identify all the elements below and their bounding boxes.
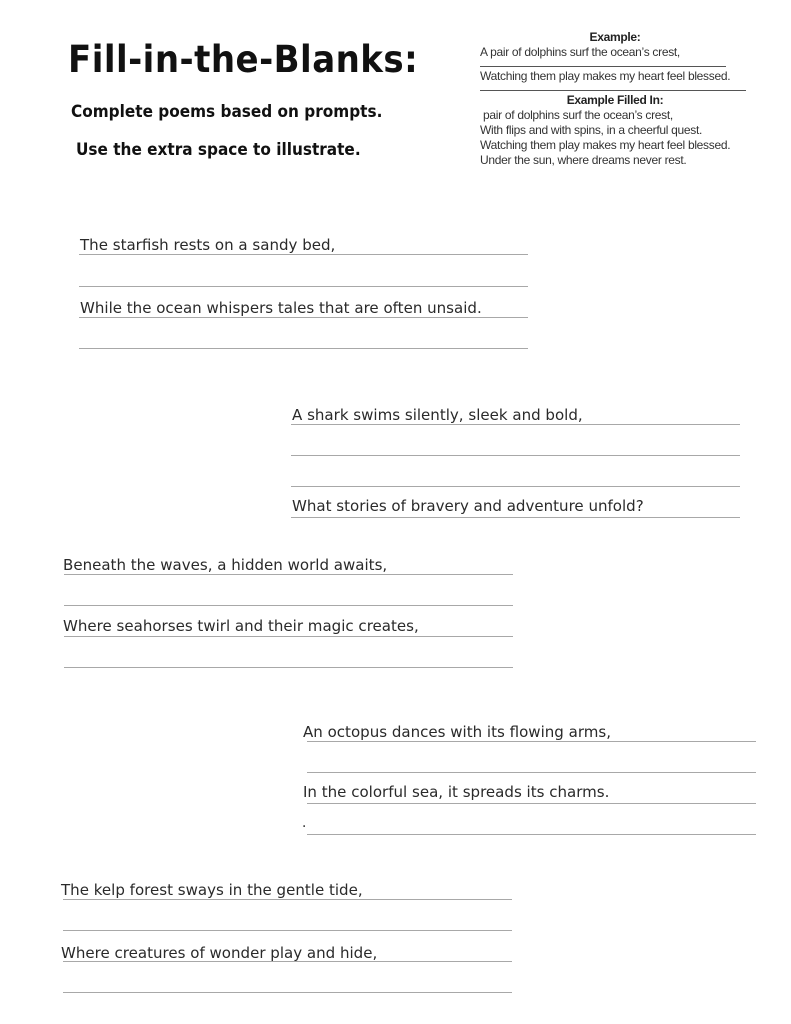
- writing-line[interactable]: [307, 803, 756, 804]
- writing-line[interactable]: [291, 517, 740, 518]
- writing-line[interactable]: [63, 961, 512, 962]
- poem-line: While the ocean whispers tales that are often unsaid.: [80, 299, 482, 317]
- example-blank-line-2: [480, 90, 746, 91]
- writing-line[interactable]: [79, 254, 528, 255]
- page-title: Fill-in-the-Blanks:: [68, 38, 419, 81]
- poem-line: Where creatures of wonder play and hide,: [61, 944, 378, 962]
- writing-line[interactable]: [307, 741, 756, 742]
- example-filled-line-1: pair of dolphins surf the ocean’s crest,: [480, 108, 673, 122]
- instruction-2: Use the extra space to illustrate.: [76, 140, 361, 160]
- writing-line[interactable]: [79, 317, 528, 318]
- poem-line: What stories of bravery and adventure unfold?: [292, 497, 644, 515]
- example-filled-line-2: With flips and with spins, in a cheerful quest.: [480, 123, 703, 137]
- example-line-3: Watching them play makes my heart feel blessed.: [480, 69, 731, 83]
- writing-line[interactable]: [63, 992, 512, 993]
- instruction-1: Complete poems based on prompts.: [71, 102, 383, 122]
- writing-line[interactable]: [307, 834, 756, 835]
- poem-line: Where seahorses twirl and their magic creates,: [63, 617, 419, 635]
- writing-line[interactable]: [63, 899, 512, 900]
- writing-line[interactable]: [79, 348, 528, 349]
- writing-line[interactable]: [63, 930, 512, 931]
- poem-line: The kelp forest sways in the gentle tide,: [61, 881, 363, 899]
- stray-period: .: [302, 815, 307, 831]
- example-filled-line-3: Watching them play makes my heart feel blessed.: [480, 138, 731, 152]
- example-line-1: A pair of dolphins surf the ocean’s crest,: [480, 45, 680, 59]
- writing-line[interactable]: [291, 486, 740, 487]
- example-section: [480, 30, 750, 168]
- poem-line: An octopus dances with its flowing arms,: [303, 723, 612, 741]
- writing-line[interactable]: [307, 772, 756, 773]
- writing-line[interactable]: [291, 455, 740, 456]
- poem-line: Beneath the waves, a hidden world awaits,: [63, 556, 388, 574]
- writing-line[interactable]: [64, 605, 513, 606]
- example-blank-line-1: [480, 66, 726, 67]
- poem-line: The starfish rests on a sandy bed,: [80, 236, 336, 254]
- writing-line[interactable]: [64, 574, 513, 575]
- poem-line: In the colorful sea, it spreads its charms.: [303, 783, 610, 801]
- poem-line: A shark swims silently, sleek and bold,: [292, 406, 583, 424]
- writing-line[interactable]: [291, 424, 740, 425]
- example-filled-heading: Example Filled In:: [566, 93, 664, 107]
- example-filled-line-4: Under the sun, where dreams never rest.: [480, 153, 687, 167]
- writing-line[interactable]: [64, 636, 513, 637]
- writing-line[interactable]: [64, 667, 513, 668]
- writing-line[interactable]: [79, 286, 528, 287]
- example-heading: Example:: [589, 30, 641, 44]
